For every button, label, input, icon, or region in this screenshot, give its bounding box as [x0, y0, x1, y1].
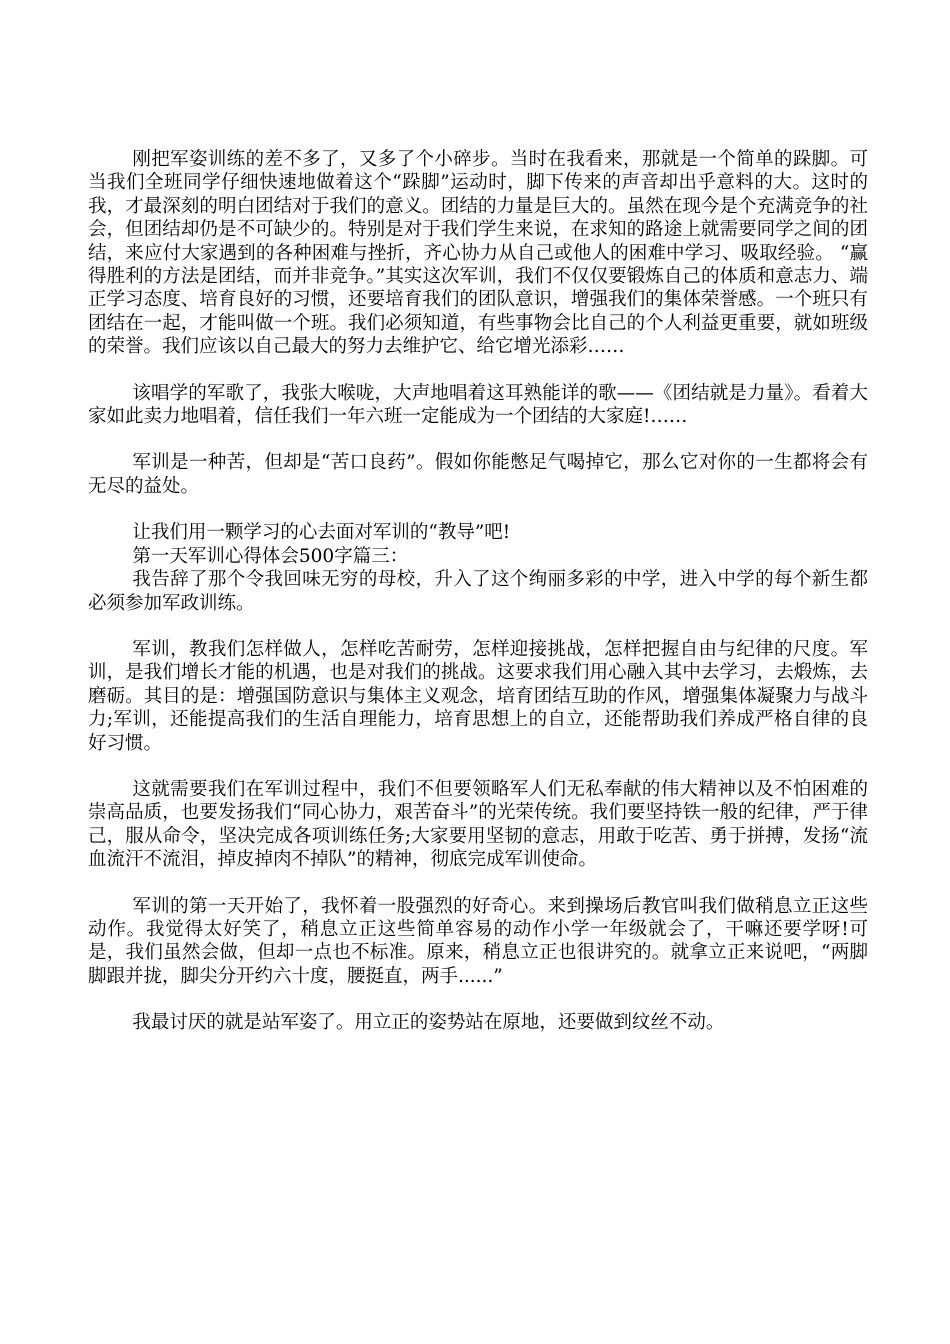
paragraph-standing-posture: 我最讨厌的就是站军姿了。用立正的姿势站在原地，还要做到纹丝不动。 — [132, 1012, 725, 1034]
paragraph-gap — [88, 615, 868, 638]
paragraph-new-school: 我告辞了那个令我回味无穷的母校，升入了这个绚丽多彩的中学，进入中学的每个新生都必须参加军政训练。 — [88, 569, 868, 614]
paragraph-army-song: 该唱学的军歌了，我张大喉咙，大声地唱着这耳熟能详的歌——《团结就是力量》。看着大家如此卖力地唱着，信任我们一年六班一定能成为一个团结的大家庭!…… — [88, 382, 868, 428]
paragraph-discipline-spirit: 这就需要我们在军训过程中，我们不但要领略军人们无私奉献的伟大精神以及不怕困难的崇高品质，也要发扬我们“同心协力，艰苦奋斗”的光荣传统。我们要坚持铁一般的纪律，严于律己，服从命令，坚决完成各项训练任务;大家要用坚韧的意志，用敢于吃苦、勇于拼搏，发扬“流血流汗不流泪，掉皮掉肉不掉队”的精神，彻底完成军训使命。 — [88, 778, 868, 871]
paragraph-gap — [88, 498, 868, 521]
paragraph-learning-heart: 让我们用一颗学习的心去面对军训的“教导”吧! — [132, 522, 511, 544]
document-page — [88, 148, 868, 1035]
paragraph-teamwork: 刚把军姿训练的差不多了，又多了个小碎步。当时在我看来，那就是一个简单的跺脚。可当我们全班同学仔细快速地做着这个“跺脚”运动时，脚下传来的声音却出乎意料的大。这时的我，才最深刻的明白团结对于我们的意义。团结的力量是巨大的。虽然在现今是个充满竞争的社会，但团结却仍是不可缺少的。特别是对于我们学生来说，在求知的路途上就需要同学之间的团结，来应付大家遇到的各种困难与挫折，齐心协力从自己或他人的困难中学习、吸取经验。 “赢得胜利的方法是团结，而并非竞争。”其实这次军训，我们不仅仅要锻炼自己的体质和意志力、端正学习态度、培育良好的习惯，还要培育我们的团队意识，增强我们的集体荣誉感。一个班只有团结在一起，才能叫做一个班。我们必须知道，有些事物会比自己的个人利益更重要，就如班级的荣誉。我们应该以自己最大的努力去维护它、给它增光添彩…… — [88, 149, 868, 358]
paragraph-gap — [88, 872, 868, 895]
paragraph-gap — [88, 428, 868, 451]
paragraph-military-training-purpose: 军训，教我们怎样做人，怎样吃苦耐劳，怎样迎接挑战，怎样把握自由与纪律的尺度。军训，是我们增长才能的机遇，也是对我们的挑战。这要求我们用心融入其中去学习，去煅炼，去磨砺。其目的是：增强国防意识与集体主义观念，培育团结互助的作风，增强集体凝聚力与战斗力;军训，还能提高我们的生活自理能力，培育思想上的自立，还能帮助我们养成严格自律的良好习惯。 — [88, 638, 868, 754]
paragraph-gap — [88, 755, 868, 778]
paragraph-first-day: 军训的第一天开始了，我怀着一股强烈的好奇心。来到操场后教官叫我们做稍息立正这些动作。我觉得太好笑了，稍息立正这些简单容易的动作小学一年级就会了，干嘛还要学呀!可是，我们虽然会做，但却一点也不标准。原来，稍息立正也很讲究的。就拿立正来说吧，“两脚脚跟并拢，脚尖分开约六十度，腰挺直，两手......” — [88, 895, 868, 987]
section-heading-part-three: 第一天军训心得体会500字篇三： — [132, 545, 409, 567]
paragraph-bitter-medicine: 军训是一种苦，但却是“苦口良药”。假如你能憋足气喝掉它，那么它对你的一生都将会有无尽的益处。 — [88, 452, 868, 497]
paragraph-gap — [88, 988, 868, 1011]
paragraph-gap — [88, 359, 868, 382]
